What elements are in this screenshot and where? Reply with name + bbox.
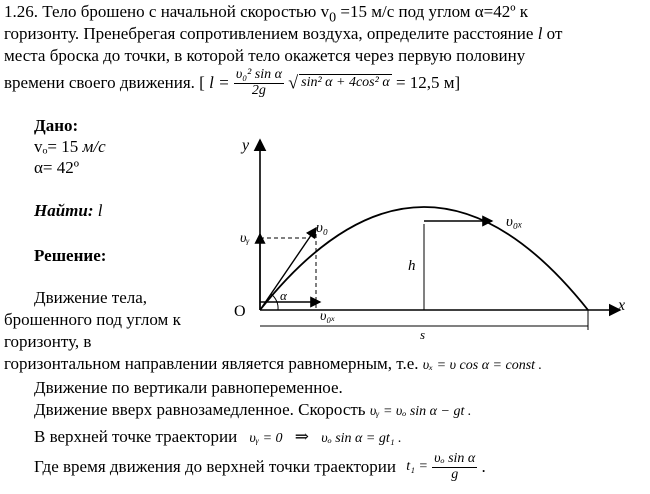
x-axis-label: x bbox=[618, 297, 626, 314]
solution-p1c: горизонту, в bbox=[4, 332, 92, 351]
solution-p1a: Движение тела, bbox=[34, 288, 148, 307]
v0-label: υ₀ bbox=[316, 220, 329, 236]
range-label: s bbox=[420, 327, 426, 342]
vy-label: υᵧ bbox=[240, 231, 250, 246]
answer-value: = 12,5 м] bbox=[395, 72, 461, 92]
alpha-label: α bbox=[280, 288, 287, 303]
solution-p1b: брошенного под углом к bbox=[4, 310, 181, 329]
v0x-top-label: υ₀ₓ bbox=[506, 214, 523, 230]
solution-p1d: горизонтальном направлении является равномерным, т.е. υₓ = υ cos α = const . bbox=[4, 354, 543, 373]
v0x-bottom-label: υ₀ₓ bbox=[320, 309, 336, 324]
solution-p2: Движение по вертикали равнопеременное. bbox=[34, 378, 343, 397]
given-v0: vₒ= 15 м/с bbox=[34, 137, 106, 156]
answer-sqrt: sin² α + 4cos² α bbox=[301, 75, 390, 91]
trajectory-diagram bbox=[228, 134, 638, 344]
solution-p4: В верхней точке траектории υᵧ = 0 ⇒ υₒ sin α = gt₁ . bbox=[34, 427, 402, 446]
solution-header: Решение: bbox=[34, 246, 107, 265]
find-section: Найти: l bbox=[34, 201, 103, 220]
formula-vy: υᵧ = υₒ sin α − gt . bbox=[369, 404, 472, 419]
y-axis-label: y bbox=[242, 137, 250, 154]
height-label: h bbox=[408, 258, 416, 274]
v0-vector bbox=[260, 228, 316, 310]
problem-line-2: горизонту. Пренебрегая сопротивлением воздуха, определите расстояние l от bbox=[4, 24, 563, 43]
solution-p5: Где время движения до верхней точки траектории t₁ = $\frac{\text{υₒ sin α}}{g}$ . bbox=[34, 451, 486, 482]
formula-t1: $\frac{\text{υₒ sin α}}{g}$ bbox=[434, 451, 476, 482]
given-alpha: α= 42º bbox=[34, 158, 80, 177]
problem-line-3: места броска до точки, в которой тело окажется через первую половину bbox=[4, 46, 526, 65]
solution-p3: Движение вверх равнозамедленное. Скорость υᵧ = υₒ sin α − gt . bbox=[34, 400, 472, 419]
problem-line-4: времени своего движения. [ l = $\frac{\text{υ₀² sin α}}{2g}$ √ sin² α + 4cos² α = 12,5 м] bbox=[4, 67, 461, 98]
problem-number: 1.26. bbox=[4, 2, 38, 21]
origin-label: O bbox=[234, 303, 246, 320]
given-header: Дано: bbox=[34, 116, 79, 135]
answer-fraction: $\frac{\text{υ₀² sin α}}{2g}$ bbox=[235, 67, 282, 98]
answer-lhs: l = bbox=[209, 72, 230, 92]
formula-vx: υₓ = υ cos α = const . bbox=[422, 358, 543, 373]
problem-line-1: 1.26. Тело брошено с начальной скоростью $v_0 =15$ м/с под углом α=42º к bbox=[4, 2, 529, 26]
